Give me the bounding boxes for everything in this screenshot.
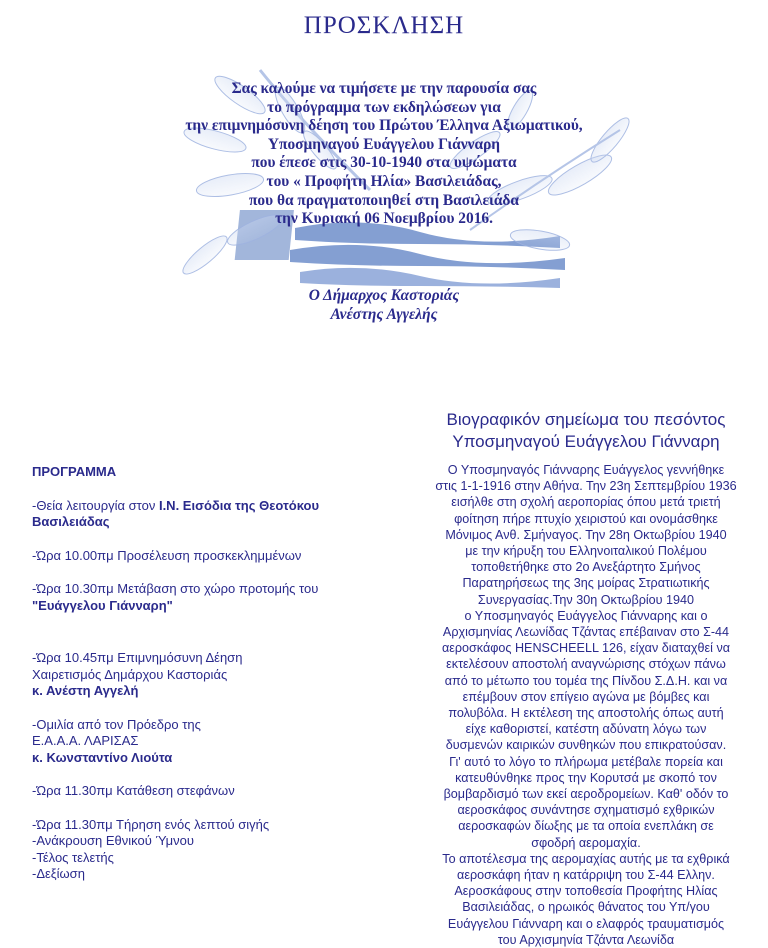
church-location: Βασιλειάδας xyxy=(32,514,110,529)
bio-line: σφοδρή αερομαχία. xyxy=(531,835,641,850)
page-title: ΠΡΟΣΚΛΗΣΗ xyxy=(303,12,465,39)
mayor-greeting: Χαιρετισμός Δημάρχου Καστοριάς xyxy=(32,666,228,682)
program-section xyxy=(32,464,392,883)
church-name: Ι.Ν. Εισόδια της Θεοτόκου xyxy=(158,497,320,513)
bio-line: Ευάγγελου Γιάνναρη και ο ελαφρός τραυματισμός xyxy=(447,916,725,931)
bio-line: εκτελέσουν αποστολή αναγνώρισης στόχων πάνω xyxy=(446,657,726,672)
bio-title-line-2: Υποσμηναγού Ευάγγελου Γιάνναρη xyxy=(452,432,720,451)
bio-line: Γι' αυτό το λόγο το πλήρωμα μετέβαλε πορεία και xyxy=(449,754,723,769)
invitation-line: Υποσμηναγού Ευάγγελου Γιάνναρη xyxy=(267,135,501,153)
signature-block xyxy=(0,286,768,324)
invitation-line: που θα πραγματοποιηθεί στη Βασιλειάδα xyxy=(249,191,519,209)
bio-line: επέμβουν στον επίγειο αγώνα με βόμβες και xyxy=(462,689,710,704)
program-item-end: -Τέλος τελετής xyxy=(32,849,114,865)
liturgy-prefix: -Θεία λειτουργία στον xyxy=(32,497,159,513)
invitation-line: που έπεσε στις 30-10-1940 στα υψώματα xyxy=(251,154,517,172)
program-heading: ΠΡΟΓΡΑΜΜΑ xyxy=(32,464,117,479)
program-item-1045: -Ώρα 10.45πμ Επιμνημόσυνη Δέηση xyxy=(32,650,243,665)
bio-line: Παρατηρήσεως της 3ης μοίρας Στρατιωτικής xyxy=(462,576,710,591)
program-item-reception: -Δεξίωση xyxy=(32,866,85,881)
bio-line: από το μέτωπο του τομέα της Πίνδου Σ.Δ.Η. και να xyxy=(444,673,728,688)
bio-line: Ο Υποσμηναγός Γιάνναρης Ευάγγελος γεννήθηκε xyxy=(447,463,725,477)
bio-line: με την κήρυξη του Ελληνοιταλικού Πολέμου xyxy=(465,544,707,559)
bio-line: Αεροσκάφους στην τοποθεσία Προφήτης Ηλίας xyxy=(454,884,718,899)
signature-name: Ανέστης Αγγελής xyxy=(330,306,438,323)
bio-title xyxy=(412,409,760,453)
bio-line: Συνεργασίας.Την 30η Οκτωβρίου 1940 xyxy=(477,592,695,607)
bio-text xyxy=(412,462,760,948)
bio-line: αεροσκάφος συνάντησε σχηματισμό εχθρικών xyxy=(457,803,715,818)
program-item-anthem: -Ανάκρουση Εθνικού Ύμνου xyxy=(32,833,194,848)
bio-line: Βασιλειάδας, ο ηρωικός θάνατος του Υπ/γου xyxy=(462,900,710,915)
bio-line: δυσμενών καιρικών συνθηκών που επικρατούσαν. xyxy=(445,738,727,753)
bio-line: κατευθύνθηκε προς την Κορυτσά με σκοπό τον xyxy=(455,770,717,785)
bio-line: αεροσκαφών δίωξης με τα οποία ενεπλάκη σε xyxy=(458,819,714,834)
bio-line: είχε καθοριστεί, κατέστη αδύνατη λόγω των xyxy=(465,722,707,737)
invitation-line: Σας καλούμε να τιμήσετε με την παρουσία σας xyxy=(231,80,537,97)
bio-line: στις 1-1-1916 στην Αθήνα. Την 23η Σεπτεμβρίου 1936 xyxy=(435,479,737,494)
bio-line: Μόνιμος Ανθ. Σμήναγος. Την 28η Οκτωβρίου 1940 xyxy=(445,527,727,542)
speech-line-2: Ε.Α.Α.Α. ΛΑΡΙΣΑΣ xyxy=(32,733,139,748)
bio-line: ο Υποσμηναγός Ευάγγελος Γιάνναρης και ο xyxy=(464,608,708,623)
bio-line: του Αρχισμηνία Τζάντα Λεωνίδα xyxy=(497,932,675,947)
bio-line: αεροσκάφος HENSCHEELL 126, είχαν διαταχθεί να xyxy=(441,641,731,656)
program-item-wreaths: -Ώρα 11.30πμ Κατάθεση στεφάνων xyxy=(32,783,235,798)
invitation-text xyxy=(150,80,618,229)
speaker-name: κ. Κωνσταντίνο Λιούτα xyxy=(32,749,173,765)
bio-line: εισήλθε στη σχολή αεροπορίας όπου μετά τριετή xyxy=(451,495,721,510)
bio-title-line-1: Βιογραφικόν σημείωμα του πεσόντος xyxy=(446,410,726,429)
bio-line: τοποθετήθηκε στο 2ο Ανεξάρτητο Σμήνος xyxy=(471,560,701,575)
bio-line: πολυβόλα. Η εκτέλεση της αποστολής όπως αυτή xyxy=(448,706,724,721)
bio-line: Αρχισμηνίας Λεωνίδας Τζάντας επέβαιναν στο Σ-44 xyxy=(442,625,730,640)
bio-line: φοίτηση πήρε πτυχίο χειριστού και ονομάσθηκε xyxy=(454,511,718,526)
invitation-line: το πρόγραμμα των εκδηλώσεων για xyxy=(267,98,501,116)
speech-line-1: -Ομιλία από τον Πρόεδρο της xyxy=(32,716,201,732)
signature-role: Ο Δήμαρχος Καστοριάς xyxy=(308,287,460,304)
bio-line: αεροσκάφη ήταν η κατάρριψη του Σ-44 Ελλην. xyxy=(457,868,715,883)
invitation-line: την επιμνημόσυνη δέηση του Πρώτου Έλληνα Αξιωματικού, xyxy=(185,117,583,135)
program-item-silence: -Ώρα 11.30πμ Τήρηση ενός λεπτού σιγής xyxy=(32,816,270,832)
bio-line: Το αποτέλεσμα της αερομαχίας αυτής με τα εχθρικά xyxy=(442,851,730,866)
mayor-name: κ. Ανέστη Αγγελή xyxy=(32,683,139,698)
program-item-1000: -Ώρα 10.00πμ Προσέλευση προσκεκλημμένων xyxy=(32,547,302,563)
invitation-line: την Κυριακή 06 Νοεμβρίου 2016. xyxy=(275,210,493,228)
bio-line: βομβαρδισμό των εκεί αεροδρομείων. Καθ' οδόν το xyxy=(443,787,729,802)
program-item-liturgy xyxy=(32,498,392,515)
invitation-line: του « Προφήτη Ηλία» Βασιλειάδας, xyxy=(266,172,502,190)
program-item-1030: -Ώρα 10.30πμ Μετάβαση στο χώρο προτομής του xyxy=(32,581,319,596)
bust-name: "Ευάγγελου Γιάνναρη" xyxy=(32,597,173,613)
